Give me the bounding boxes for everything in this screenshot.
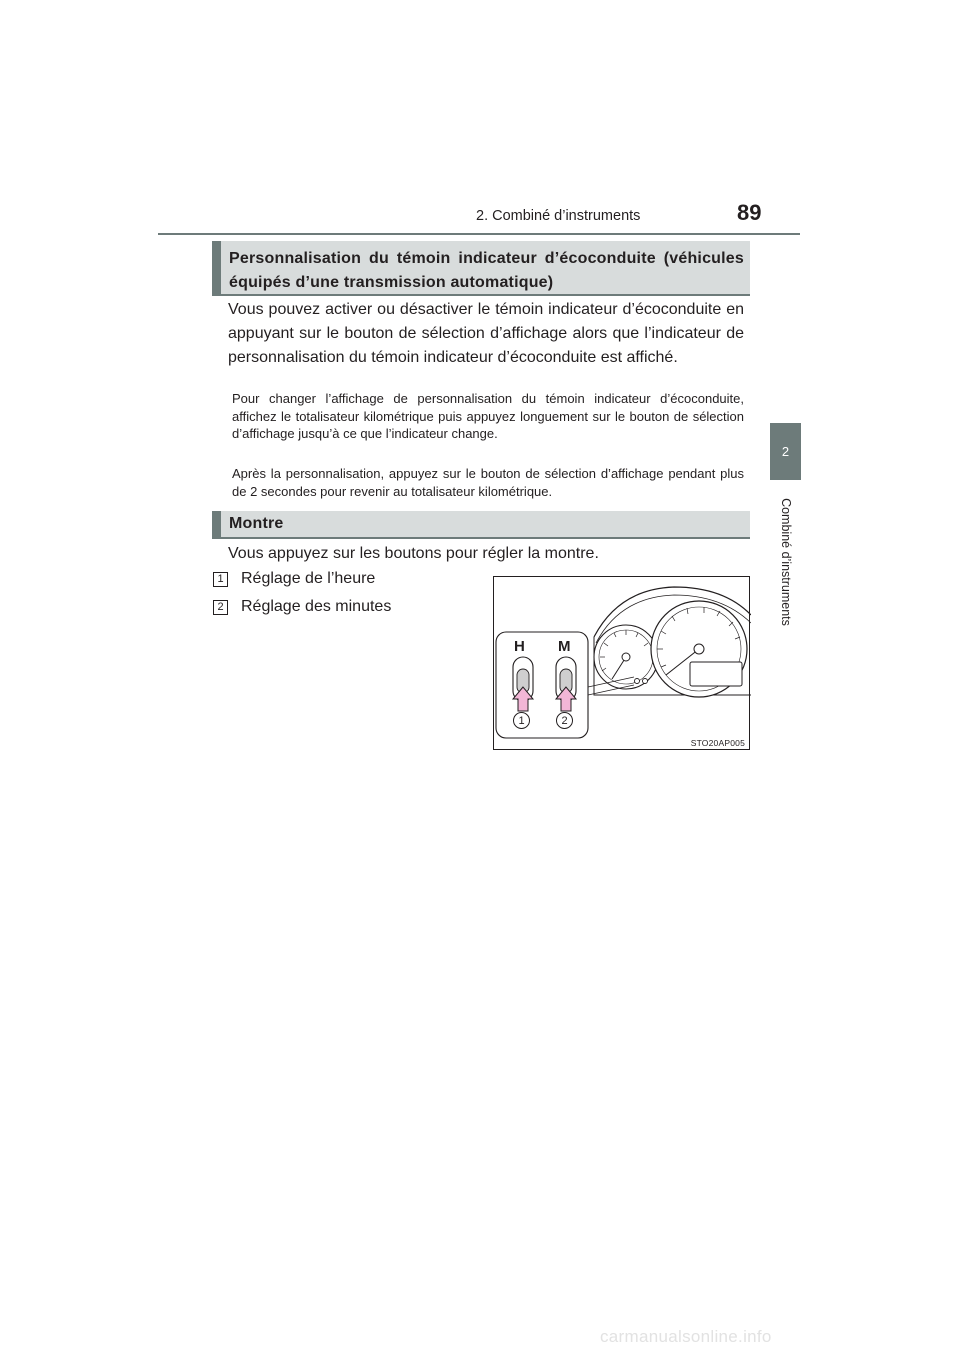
minute-button-label: M bbox=[558, 638, 571, 655]
item-number-badge: 2 bbox=[213, 600, 228, 615]
figure-code: STO20AP005 bbox=[690, 738, 745, 748]
clock-buttons-illustration bbox=[493, 576, 750, 750]
list-item bbox=[213, 570, 375, 588]
eco-indicator-note-2: Après la personnalisation, appuyez sur le bouton de sélection d’affichage pendant plus de 2 secondes pour revenir au totalisateur kilométrique. bbox=[232, 466, 744, 499]
list-item bbox=[213, 598, 391, 616]
chapter-tab-label bbox=[770, 481, 801, 643]
section-title: Personnalisation du témoin indicateur d’écoconduite (véhicules équipés d’une transmission automatique) bbox=[229, 250, 744, 291]
eco-indicator-paragraph: Vous pouvez activer ou désactiver le témoin indicateur d’écoconduite en appuyant sur le bouton de sélection d’affichage alors que l’indicateur de personnalisation du témoin indicateur d’écoconduite est affiché. bbox=[228, 301, 744, 366]
item-label: Réglage de l’heure bbox=[241, 570, 376, 587]
header-divider bbox=[158, 233, 800, 235]
callout-1: 1 bbox=[513, 712, 530, 729]
chapter-title: 2. Combiné d’instruments bbox=[476, 208, 641, 224]
section-heading-clock bbox=[212, 511, 750, 539]
section-title: Montre bbox=[229, 515, 284, 532]
section-heading-eco-indicator bbox=[212, 241, 750, 296]
page-number: 89 bbox=[737, 200, 762, 225]
instrument-cluster-drawing bbox=[494, 577, 751, 751]
chapter-tab-text: Combiné d’instruments bbox=[778, 498, 793, 626]
chapter-tab-number: 2 bbox=[770, 423, 801, 480]
hour-button-label: H bbox=[514, 638, 525, 655]
watermark: carmanualsonline.info bbox=[600, 1327, 772, 1346]
callout-2: 2 bbox=[556, 712, 573, 729]
item-label: Réglage des minutes bbox=[241, 598, 392, 615]
item-number-badge: 1 bbox=[213, 572, 228, 587]
clock-paragraph: Vous appuyez sur les boutons pour régler la montre. bbox=[228, 545, 599, 562]
eco-indicator-note-1: Pour changer l’affichage de personnalisation du témoin indicateur d’écoconduite, affichez le totalisateur kilométrique puis appuyez longuement sur le bouton de sélection d’affichage jusqu’à ce que l’indicateur change. bbox=[232, 391, 744, 441]
